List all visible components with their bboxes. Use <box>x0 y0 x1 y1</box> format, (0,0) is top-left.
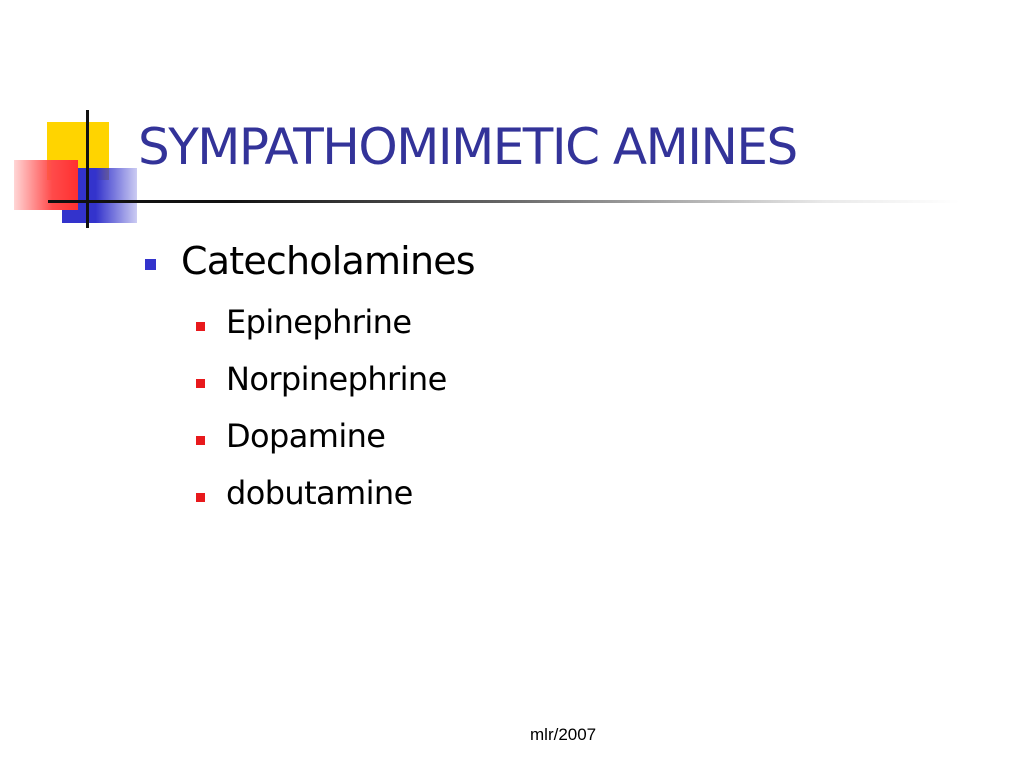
square-bullet-icon <box>196 379 205 388</box>
sub-bullet-text: Dopamine <box>226 417 386 455</box>
slide-footer: mlr/2007 <box>530 725 597 744</box>
bullet-text: Catecholamines <box>181 239 475 283</box>
sub-bullet-item <box>196 410 796 467</box>
vertical-rule <box>86 110 89 228</box>
sub-bullet-text: Epinephrine <box>226 303 412 341</box>
sub-bullet-item <box>196 296 796 353</box>
square-bullet-icon <box>196 493 205 502</box>
square-bullet-icon <box>145 259 156 270</box>
square-bullet-icon <box>196 436 205 445</box>
sub-bullet-text: Norpinephrine <box>226 360 447 398</box>
sub-bullet-text: dobutamine <box>226 474 413 512</box>
title-underline-rule <box>48 200 960 203</box>
sub-bullet-item <box>196 467 796 524</box>
sub-bullet-item <box>196 353 796 410</box>
square-bullet-icon <box>196 322 205 331</box>
slide-title: SYMPATHOMIMETIC AMINES <box>138 118 797 176</box>
decorative-logo <box>0 0 150 240</box>
sub-bullet-list <box>196 296 796 524</box>
